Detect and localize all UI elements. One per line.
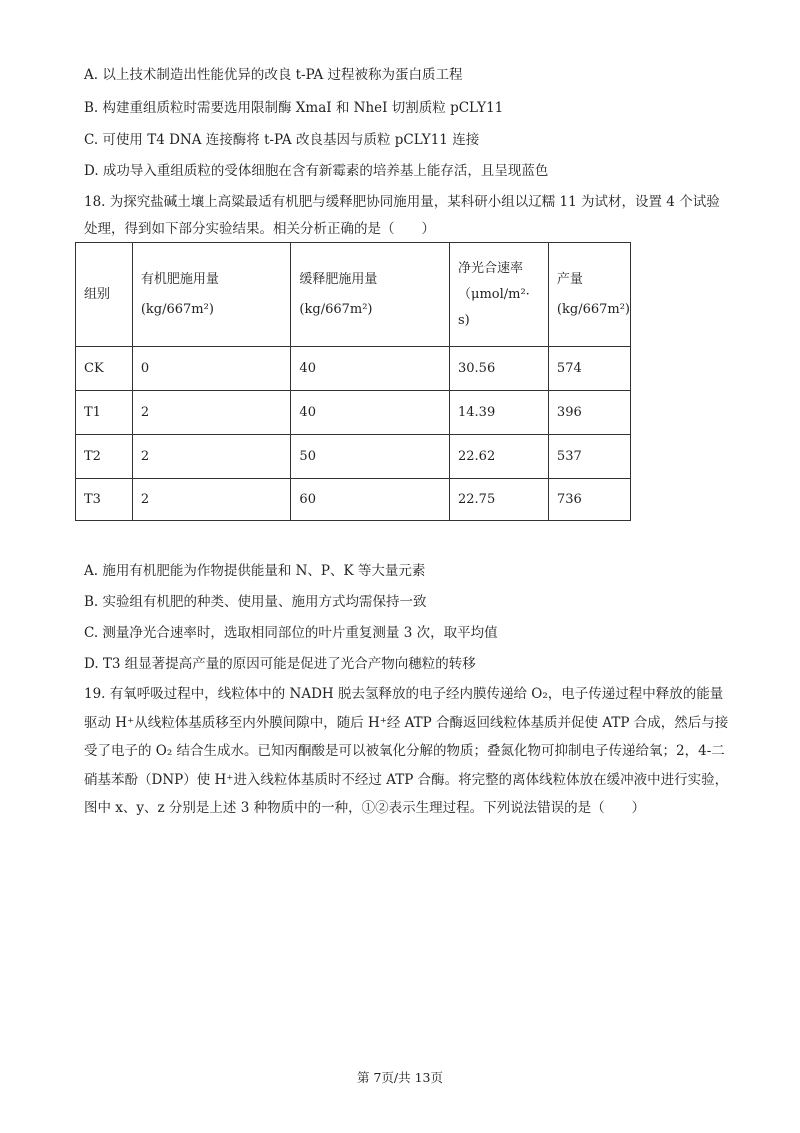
cell-group: T3 [76, 479, 133, 521]
q18-option-c: C. 测量净光合速率时，选取相同部位的叶片重复测量 3 次，取平均值 [84, 625, 498, 641]
cell-organic: 2 [132, 479, 291, 521]
cell-rate: 14.39 [450, 391, 549, 435]
cell-yield: 736 [548, 479, 630, 521]
q18-option-a: A. 施用有机肥能为作物提供能量和 N、P、K 等大量元素 [84, 563, 426, 579]
cell-slow-release: 60 [291, 479, 450, 521]
q18-stem-line1: 18. 为探究盐碱土壤上高粱最适有机肥与缓释肥协同施用量，某科研小组以辽糯 11 为试材，设置 4 个试验 [84, 194, 720, 210]
header-organic-fertilizer: 有机肥施用量 (kg/667m²) [132, 243, 291, 347]
cell-yield: 396 [548, 391, 630, 435]
table-row [76, 435, 631, 479]
q19-stem-line: 受了电子的 O₂ 结合生成水。已知丙酮酸是可以被氧化分解的物质；叠氮化物可抑制电子传递给氧；2，4-二 [84, 743, 725, 759]
q19-stem-line: 图中 x、y、z 分别是上述 3 种物质中的一种，①②表示生理过程。下列说法错误的是（ ） [84, 800, 646, 816]
q19-stem [84, 680, 729, 823]
cell-yield: 574 [548, 347, 630, 391]
cell-slow-release: 40 [291, 347, 450, 391]
q18-stem-line2: 处理，得到如下部分实验结果。相关分析正确的是（ ） [84, 221, 435, 237]
cell-organic: 2 [132, 391, 291, 435]
cell-rate: 22.62 [450, 435, 549, 479]
header-group: 组别 [76, 243, 133, 347]
table-header-row [76, 243, 631, 347]
q17-option-d: D. 成功导入重组质粒的受体细胞在含有新霉素的培养基上能存活，且呈现蓝色 [84, 163, 549, 179]
q17-option-c: C. 可使用 T4 DNA 连接酶将 t-PA 改良基因与质粒 pCLY11 连接 [84, 132, 480, 148]
header-slow-release-fertilizer: 缓释肥施用量 (kg/667m²) [291, 243, 450, 347]
table-row [76, 391, 631, 435]
cell-slow-release: 50 [291, 435, 450, 479]
q19-stem-line: 硝基苯酚（DNP）使 H⁺进入线粒体基质时不经过 ATP 合酶。将完整的离体线粒体放在缓冲液中进行实验， [84, 771, 729, 788]
cell-organic: 2 [132, 435, 291, 479]
q17-option-a: A. 以上技术制造出性能优异的改良 t-PA 过程被称为蛋白质工程 [84, 67, 463, 83]
cell-organic: 0 [132, 347, 291, 391]
cell-slow-release: 40 [291, 391, 450, 435]
header-net-photosynthetic-rate: 净光合速率 （μmol/m²· s) [450, 243, 549, 347]
q19-stem-line: 19. 有氧呼吸过程中，线粒体中的 NADH 脱去氢释放的电子经内膜传递给 O₂，电子传递过程中释放的能量 [84, 686, 724, 702]
q17-option-b: B. 构建重组质粒时需要选用限制酶 XmaⅠ 和 NheⅠ 切割质粒 pCLY11 [84, 100, 504, 116]
table-row [76, 347, 631, 391]
table-row [76, 479, 631, 521]
cell-yield: 537 [548, 435, 630, 479]
header-yield: 产量 (kg/667m²) [548, 243, 630, 347]
cell-group: CK [76, 347, 133, 391]
cell-rate: 30.56 [450, 347, 549, 391]
q18-results-table [75, 242, 631, 521]
cell-group: T1 [76, 391, 133, 435]
q19-stem-line: 驱动 H⁺从线粒体基质移至内外膜间隙中，随后 H⁺经 ATP 合酶返回线粒体基质并促使 ATP 合成，然后与接 [84, 714, 729, 731]
cell-rate: 22.75 [450, 479, 549, 521]
page-number-footer: 第 7页/共 13页 [356, 1070, 444, 1085]
cell-group: T2 [76, 435, 133, 479]
q18-option-d: D. T3 组显著提高产量的原因可能是促进了光合产物向穗粒的转移 [84, 656, 476, 672]
q18-option-b: B. 实验组有机肥的种类、使用量、施用方式均需保持一致 [84, 594, 427, 610]
